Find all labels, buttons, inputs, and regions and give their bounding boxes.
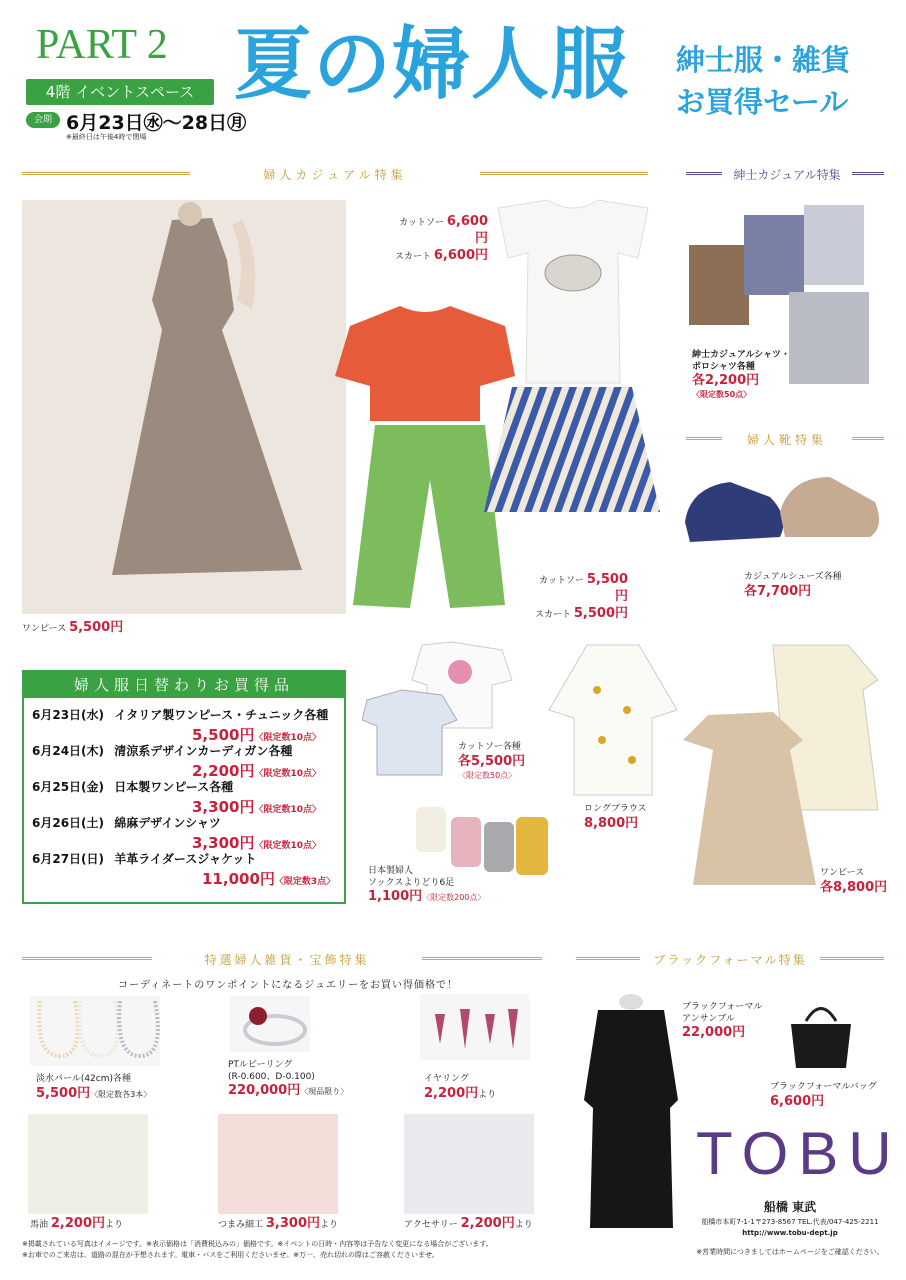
daily-row: [32, 742, 337, 780]
tsumami-suffix: より: [320, 1220, 339, 1230]
section-ladies-casual: 婦人カジュアル特集: [263, 168, 407, 182]
store-address: 船橋市本町7-1-1〒273-8567 TEL.代表/047-425-2211: [701, 1218, 879, 1226]
tsumami-photo: [218, 1114, 338, 1214]
daily-item: 日本製ワンピース各種: [114, 780, 234, 794]
ensemble-price: 22,000円: [682, 1025, 746, 1041]
section-mens-casual: 紳士カジュアル特集: [733, 168, 841, 182]
daily-price: 2,200円: [192, 762, 255, 780]
socks-caption: [368, 866, 485, 906]
rule: [852, 437, 884, 440]
accessory-caption: [404, 1216, 533, 1233]
earring-photo: [420, 994, 530, 1060]
cutsew1-caption: [392, 214, 488, 265]
mens-shirt-price: 各2,200円: [692, 373, 760, 389]
rule: [686, 437, 722, 440]
onepiece-label: ワンピース: [22, 624, 67, 634]
bayu-photo: [28, 1114, 148, 1214]
accessory-price: 2,200円: [460, 1216, 515, 1231]
striped-skirt-photo: [482, 382, 662, 522]
cutsew1-label: カットソー: [399, 218, 444, 228]
skirt1-price: 6,600円: [433, 247, 488, 263]
bag-caption: [770, 1082, 877, 1111]
mens-shirt-label-2: ポロシャツ各種: [692, 361, 755, 372]
daily-item: 清涼系デザインカーディガン各種: [114, 744, 293, 758]
daily-price: 3,300円: [192, 834, 255, 852]
pearl-caption: [36, 1074, 151, 1103]
daily-note: 〈限定数10点〉: [254, 733, 321, 743]
cutsew2-label: カットソー: [539, 576, 584, 586]
ring-price: 220,000円: [228, 1083, 301, 1099]
sub-title-2: お買得セール: [676, 85, 849, 119]
bayu-price: 2,200円: [50, 1216, 106, 1231]
daily-item: イタリア製ワンピース・チュニック各種: [114, 708, 329, 722]
earring-price: 2,200円: [424, 1085, 479, 1101]
daily-row: [32, 850, 337, 888]
bag-label: ブラックフォーマルバッグ: [770, 1082, 877, 1092]
cutsew1-price: 6,600円: [446, 214, 488, 246]
event-period: 6月23日㊌〜28日㊊: [66, 112, 247, 134]
onepiece-caption: [22, 620, 123, 637]
shoes-price: 各7,700円: [744, 583, 812, 599]
daily-row: [32, 814, 337, 852]
earring-label: イヤリング: [424, 1074, 469, 1084]
long-blouse-price: 8,800円: [584, 815, 639, 831]
shoes-photo: [680, 462, 884, 562]
accessory-photo: [404, 1114, 534, 1214]
skirt1-label: スカート: [394, 251, 431, 262]
mens-shirt-note: 〈限定数50点〉: [692, 390, 752, 400]
daily-date: 6月25日(金): [32, 780, 105, 794]
rule: [576, 957, 640, 960]
long-blouse-label: ロングブラウス: [584, 804, 647, 814]
cutsew3-note: 〈限定数50点〉: [458, 770, 517, 780]
daily-note: 〈限定数10点〉: [254, 841, 321, 851]
accessory-label: アクセサリー: [404, 1220, 458, 1230]
ensemble-caption: [682, 1002, 762, 1042]
daily-price: 5,500円: [192, 726, 255, 744]
onepiece-photo: [22, 200, 346, 614]
rule: [422, 957, 542, 960]
skirt2-label: スカート: [534, 609, 571, 620]
onepiece2-photo: [678, 640, 884, 890]
tsumami-label: つまみ細工: [218, 1220, 264, 1230]
rule: [480, 172, 648, 175]
formal-bag-photo: [786, 996, 856, 1072]
pearl-price: 5,500円: [36, 1085, 91, 1101]
onepiece2-label: ワンピース: [820, 868, 865, 878]
rule: [686, 172, 722, 175]
store-url: http://www.tobu-dept.jp: [742, 1229, 838, 1237]
rule: [22, 957, 152, 960]
section-ladies-shoes: 婦人靴特集: [746, 433, 827, 447]
daily-item: 綿麻デザインシャツ: [114, 816, 221, 830]
period-note: ※最終日は午後4時で閉場: [66, 133, 147, 141]
cutsew2-caption: [528, 572, 628, 623]
section-black-formal: ブラックフォーマル特集: [653, 953, 807, 967]
bayu-caption: [30, 1216, 123, 1233]
rule: [22, 172, 190, 175]
onepiece-price: 5,500円: [69, 620, 124, 635]
cutsew3-caption: [458, 742, 525, 781]
hours-note: ※営業時間につきましてはホームページをご確認ください。: [696, 1248, 884, 1256]
shoes-caption: [744, 572, 842, 601]
main-title: 夏の婦人服: [234, 20, 630, 110]
cutsew3-label: カットソー各種: [458, 742, 521, 752]
accessories-lead: コーディネートのワンポイントになるジュエリーをお買い得価格で！: [118, 980, 458, 991]
tobu-logo: TOBU: [696, 1120, 902, 1187]
ensemble-label-2: アンサンブル: [682, 1013, 735, 1024]
daily-note: 〈限定数10点〉: [254, 769, 321, 779]
accessory-suffix: より: [514, 1220, 533, 1230]
daily-row: [32, 706, 337, 744]
daily-item: 羊革ライダースジャケット: [114, 852, 257, 866]
mens-shirt-caption: [692, 350, 790, 401]
earring-caption: [424, 1074, 496, 1103]
long-blouse-photo: [542, 640, 684, 800]
daily-price: 3,300円: [192, 798, 255, 816]
socks-label-1: 日本製婦人: [368, 866, 414, 876]
pearl-label: 淡水パール(42cm)各種: [36, 1074, 132, 1084]
daily-price: 11,000円: [202, 870, 275, 888]
footnote-2: ※お車でのご来店は、道路の混在が予想されます。電車・バスをご利用くださいませ。※万一、売れ切れの際はご容赦くださいませ。: [22, 1251, 439, 1259]
bayu-label: 馬油: [30, 1220, 49, 1230]
period-badge: 会期: [26, 112, 60, 128]
daily-date: 6月26日(土): [32, 816, 105, 830]
ring-note: 〈現品限り〉: [300, 1087, 349, 1097]
ring-photo: [230, 996, 310, 1052]
pearl-note: 〈限定数各3本〉: [90, 1089, 152, 1099]
socks-note: 〈限定数200点〉: [422, 893, 486, 903]
shoes-label: カジュアルシューズ各種: [744, 572, 842, 582]
daily-date: 6月24日(木): [32, 744, 105, 758]
cutsew3-price: 各5,500円: [458, 753, 526, 769]
skirt2-price: 5,500円: [573, 605, 628, 621]
rule: [820, 957, 884, 960]
bag-price: 6,600円: [770, 1093, 825, 1109]
cutsew2-price: 5,500円: [586, 572, 628, 604]
long-blouse-caption: [584, 804, 647, 833]
tsumami-caption: [218, 1216, 338, 1233]
ring-caption: [228, 1060, 348, 1100]
daily-note: 〈限定数3点〉: [274, 877, 336, 887]
daily-date: 6月23日(水): [32, 708, 105, 722]
ring-label-1: PTルビーリング: [228, 1060, 293, 1070]
daily-row: [32, 778, 337, 816]
ring-label-2: (R-0.600、D-0.100): [228, 1071, 315, 1082]
onepiece2-caption: [820, 868, 887, 897]
onepiece2-price: 各8,800円: [820, 879, 888, 895]
daily-date: 6月27日(日): [32, 852, 105, 866]
socks-label-2: ソックスよりどり6足: [368, 877, 455, 888]
ensemble-label-1: ブラックフォーマル: [682, 1002, 763, 1012]
footnote-1: ※掲載されている写真はイメージです。※表示価格は「消費税込みの」価格です。※イベントの日時・内容等は予告なく変更になる場合がございます。: [22, 1240, 493, 1248]
daily-note: 〈限定数10点〉: [254, 805, 321, 815]
earring-suffix: より: [478, 1089, 497, 1100]
bayu-suffix: より: [105, 1220, 124, 1230]
tsumami-price: 3,300円: [265, 1216, 321, 1231]
section-accessories: 特選婦人雑貨・宝飾特集: [204, 953, 370, 967]
pearl-photo: [30, 996, 160, 1066]
formal-ensemble-photo: [578, 990, 684, 1230]
store-name: 船橋 東武: [763, 1200, 817, 1214]
venue-badge: 4階 イベントスペース: [26, 79, 214, 105]
mens-shirt-label-1: 紳士カジュアルシャツ・: [692, 350, 791, 360]
daily-deals-title: 婦人服日替わりお買得品: [24, 672, 344, 698]
rule: [852, 172, 884, 175]
part-label: PART 2: [36, 22, 168, 68]
socks-price: 1,100円: [368, 889, 423, 905]
sub-title-1: 紳士服・雑貨: [676, 43, 851, 77]
